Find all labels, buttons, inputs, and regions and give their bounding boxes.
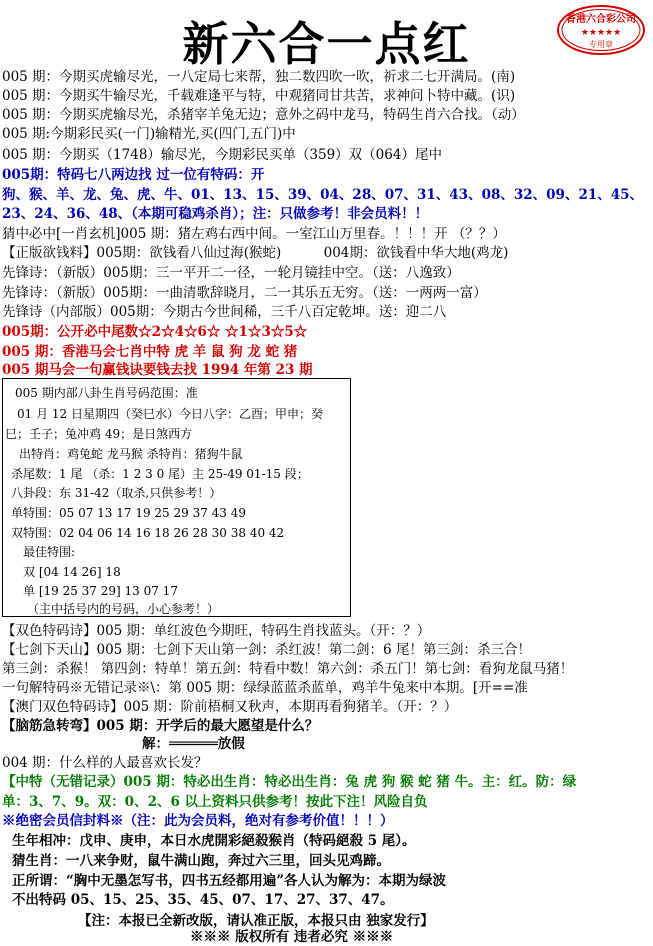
- official-seal: [556, 4, 646, 56]
- verse-line-5: 005 期：今期买（1748）输尽光，今期彩民买单（359）双（064）尾中: [2, 147, 442, 163]
- brain-teaser-answer: 解：══════放假: [142, 736, 245, 752]
- brain-teaser-line: [2, 717, 652, 735]
- color-poem-line: 【双色特码诗】005 期：单红波色今期旺，特码生肖找蓝头。（开：？）: [2, 623, 431, 639]
- box-line-1: 005 期内部八卦生肖号码范围：准: [15, 386, 198, 400]
- seal-bottom-text: 专用章: [589, 40, 613, 49]
- member-line-4: 不出特码 05、15、25、35、45、07、17、27、37、47。: [12, 892, 394, 908]
- box-line-7: 单特围：05 07 13 17 19 25 29 37 43 49: [11, 506, 247, 520]
- member-line-1: 生年相冲：戊申、庚申，本日水虎開彩絕殺猴肖（特码絕殺 5 尾）。: [12, 833, 416, 849]
- pioneer-poem-internal: 先锋诗（内部版）005期：今期古今世间稀，三千八百定乾坤。送：迎二八: [2, 304, 447, 320]
- special-zodiac-line-1: 【中特（无错记录）005 期：特必出生肖：特必出生肖：兔 虎 狗 猴 蛇 猪 牛。主：红。防：绿: [2, 774, 577, 790]
- money-line-004: 004期：欲钱看中华大地(鸡龙): [323, 245, 509, 261]
- brain-teaser-text: 【脑筋急转弯】005 期：开学后的最大愿望是什么？: [2, 718, 319, 734]
- pioneer-poem-1: 先锋诗：（新版）005期：三一平开二一径，一轮月镜挂中空。（送：八逸致）: [2, 265, 460, 281]
- one-sentence-line: 005 期马会一句赢钱诀要钱去找 1994 年第 23 期: [2, 362, 313, 378]
- pioneer-poem-2: 先锋诗：（新版）005期：一曲清歌辞晓月，二一其乐五无穷。（送：一两两一富）: [2, 285, 487, 301]
- box-line-9: 最佳特围:: [23, 545, 76, 559]
- box-line-8: 双特围：02 04 06 14 16 18 26 28 30 38 40 42: [11, 526, 285, 540]
- bagua-info-box: [2, 378, 351, 617]
- tip-numbers-line: 狗、猴、羊、龙、兔、虎、牛、01、13、15、39、04、28、07、31、43、08、32、09、21、45、: [2, 187, 644, 203]
- tip-numbers-line-2: 23、24、36、48、（本期可稳鸡杀肖）；注：只做参考！非会员料！！: [2, 206, 429, 222]
- page-title: 新六合一点红: [182, 17, 471, 71]
- copyright-notice: 【注：本报已全新改版，请认准正版，本报只由 独家发行】: [78, 913, 434, 929]
- copyright-footer: ※※※ 版权所有 违者必究 ※※※: [190, 929, 394, 945]
- member-line-2: 猜生肖：一八来争财，鼠牛满山跑，奔过六三里，回头见鸡蹄。: [12, 853, 390, 869]
- verse-line-2: 005 期：今期买牛输尽光，千载难逢平与特，中观猪同甘共苦，求神问卜特中藏。(识): [2, 88, 516, 104]
- box-line-2: 01 月 12 日星期四（癸巳水）今日八字：乙酉；甲申；癸: [17, 407, 323, 421]
- seven-zodiac-line: 005 期：香港马会七肖中特 虎 羊 鼠 狗 龙 蛇 猪: [2, 344, 298, 360]
- seven-swords-line-2: 第三剑：杀猴！ 第四剑：特单！第五剑：特看中数！第六剑：杀五门！第七剑：看狗龙鼠马猪！: [2, 661, 574, 677]
- member-envelope-title: ※绝密会员信封料※（注：此为会员料，绝对有参考价值！！！）: [2, 813, 394, 829]
- box-line-6: 八卦段：东 31-42（取杀,只供参考！）: [11, 486, 222, 500]
- money-line-005: 【正版欲钱料】005期：欲钱看八仙过海(猴蛇): [2, 245, 282, 261]
- box-line-12: （主中括号内的号码，小心参考！）: [27, 602, 220, 616]
- verse-line-4: 005 期:今期彩民买(一门)输精光,买(四门,五门)中: [2, 126, 296, 142]
- tail-numbers-line: 005期：公开必中尾数☆2☆4☆6☆ ☆1☆3☆5☆: [2, 324, 308, 340]
- macau-poem-line: 【澳门双色特码诗】005 期：阶前梧桐又秋声，本期再看狗猪羊。（开：？）: [2, 699, 458, 715]
- box-line-4: 出特肖：鸡兔蛇 龙马猴 杀特肖：猪狗牛鼠: [19, 447, 243, 461]
- box-line-3: 巳；壬子；兔冲鸡 49；是日煞西方: [5, 427, 193, 441]
- one-sentence-code-line: 一句解特码※无错记录※\：第 005 期：绿绿蓝蓝杀蓝单，鸡羊牛兔来中本期。[开==准: [2, 680, 528, 696]
- verse-line-3: 005 期：今期买虎输尽光，杀猪宰羊兔无边；意外之码中龙马，特码生肖六合找。（动）: [2, 107, 525, 123]
- seven-swords-line-1: 【七剑下天山】005 期：七剑下天山第一剑：杀红波！第二剑：6 尾！第三剑：杀三合！: [2, 642, 531, 658]
- seal-stars: ★★★★★: [580, 28, 622, 38]
- verse-line-1: 005 期：今期买虎输尽光，一八定局七来帮，独二数四吹一吹，祈求二七开满局。(南): [2, 69, 516, 85]
- box-line-5: 杀尾数：1 尾 （杀：1 2 3 0 尾）主 25-49 01-15 段；: [11, 467, 309, 481]
- member-line-3: 正所谓：“胸中无墨怎写书，四书五经都用遍”各人认为解为：本期为绿波: [12, 873, 447, 889]
- box-line-11: 单 [19 25 37 29] 13 07 17: [23, 584, 178, 598]
- seal-top-text: 香港六合彩公司: [566, 14, 636, 25]
- next-teaser-line: 004 期：什么样的人最喜欢长发？: [2, 755, 208, 771]
- one-zodiac-line: 猜中必中[一肖玄机]005 期：猪左鸡右西中间。一室江山万里春。！！！开 （？？）: [2, 226, 506, 242]
- special-zodiac-line-2: 单：3、7、9。双：0、2、6 以上资料只供参考！按此下注！风险自负: [2, 794, 428, 810]
- box-line-10: 双 [04 14 26] 18: [23, 565, 121, 579]
- tip-line-two-sides: 005期：特码七八两边找 过一位有特码：开: [2, 167, 265, 183]
- money-line: [2, 244, 652, 262]
